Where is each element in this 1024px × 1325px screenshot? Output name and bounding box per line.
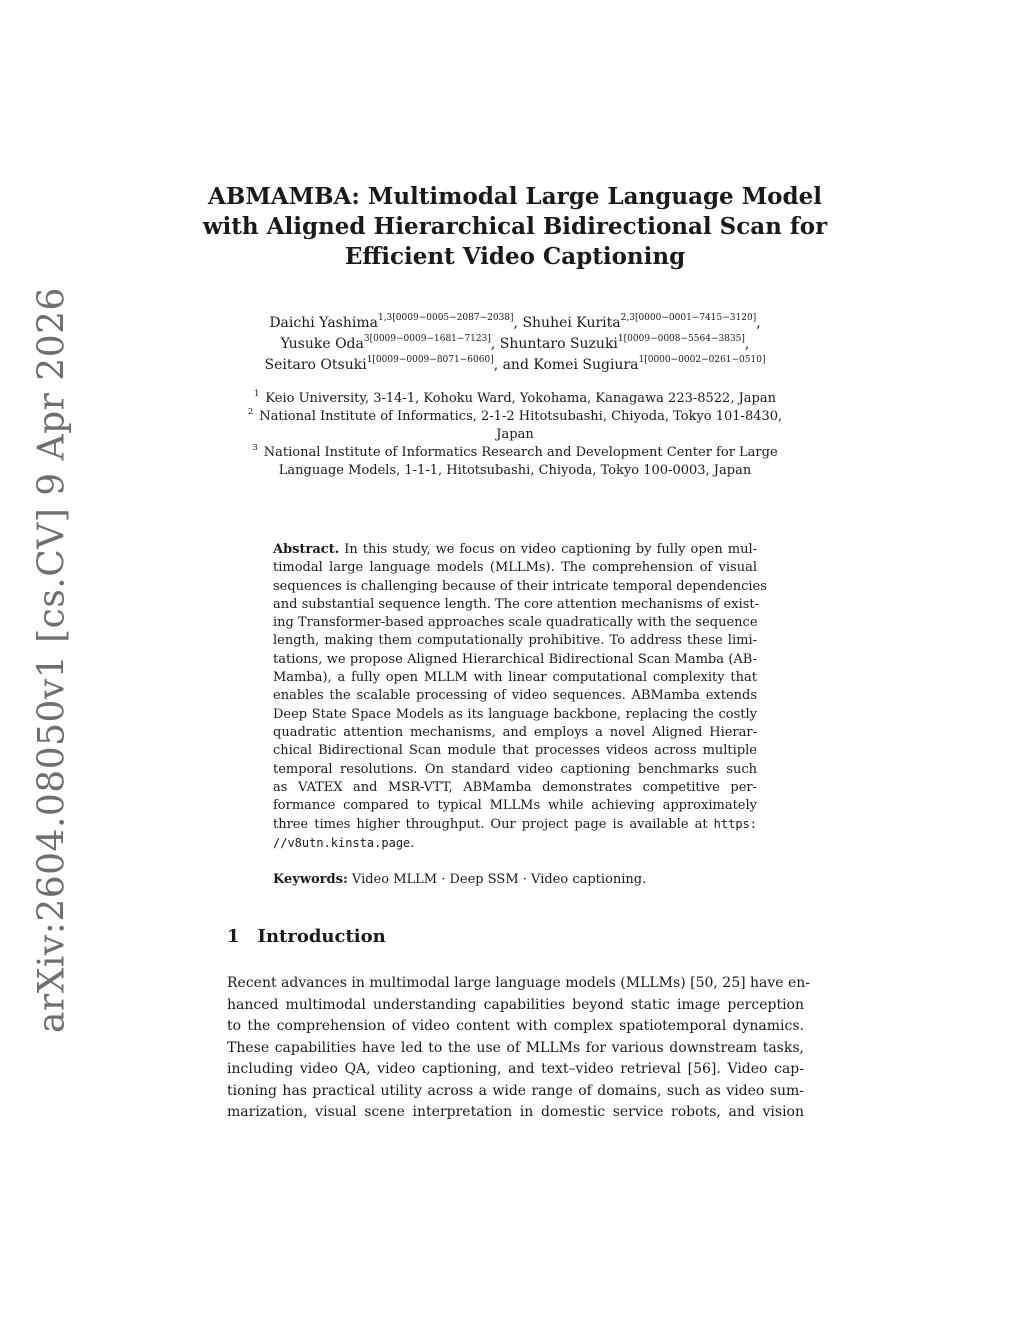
abstract-line: ing Transformer-based approaches scale quadratically with the sequence — [273, 615, 758, 631]
body-line: tioning has practical utility across a wide range of domains, such as video sum- — [227, 1082, 804, 1099]
affiliation-list — [220, 390, 810, 480]
affiliation-continuation: Japan — [496, 427, 534, 442]
author-name: Daichi Yashima — [269, 315, 378, 331]
section-number: 1 — [227, 926, 240, 947]
project-url-link[interactable]: https: — [713, 817, 757, 832]
paper-title — [200, 182, 830, 272]
body-line: hanced multimodal understanding capabilities beyond static image perception — [227, 996, 804, 1013]
section-heading — [227, 926, 386, 947]
affiliation-number: 2 — [247, 407, 254, 417]
affiliation-item — [220, 390, 810, 408]
affiliation-text: National Institute of Informatics Research and Development Center for Large — [263, 445, 778, 460]
author-affiliation-orcid: 3[0009−0009−1681−7123] — [363, 334, 491, 344]
body-line: including video QA, video captioning, and text–video retrieval [56]. Video cap- — [227, 1061, 804, 1077]
affiliation-continuation: Language Models, 1-1-1, Hitotsubashi, Chiyoda, Tokyo 100-0003, Japan — [278, 463, 752, 478]
author-separator: , and — [493, 357, 534, 373]
abstract-line: Mamba), a fully open MLLM with linear computational complexity that — [273, 670, 757, 686]
author-list — [200, 313, 830, 376]
abstract-text: In this study, we focus on video captioning by fully open mul- — [344, 542, 757, 557]
abstract-line: Deep State Space Models as its language backbone, replacing the costly — [273, 706, 757, 722]
author-name: Shuhei Kurita — [522, 315, 621, 331]
abstract-line — [273, 834, 757, 852]
keywords — [273, 871, 757, 889]
author-affiliation-orcid: 1[0000−0002−0261−0510] — [638, 355, 766, 365]
abstract-line: as VATEX and MSR-VTT, ABMamba demonstrates competitive per- — [273, 779, 757, 795]
section-title: Introduction — [257, 926, 386, 947]
affiliation-text: National Institute of Informatics, 2-1-2 Hitotsubashi, Chiyoda, Tokyo 101-8430, — [259, 409, 783, 424]
title-line: Efficient Video Captioning — [344, 243, 686, 270]
body-line: Recent advances in multimodal large language models (MLLMs) [50, 25] have en- — [227, 975, 811, 991]
body-line: These capabilities have led to the use of MLLMs for various downstream tasks, — [227, 1039, 804, 1056]
author-separator: , — [490, 336, 500, 352]
author-affiliation-orcid: 1,3[0009−0005−2087−2038] — [377, 313, 514, 323]
abstract-label: Abstract. — [273, 542, 340, 557]
affiliation-item — [220, 444, 810, 462]
affiliation-number: 1 — [253, 389, 260, 399]
affiliation-number: 3 — [252, 443, 258, 453]
arxiv-identifier-stamp[interactable]: arXiv:2604.08050v1 [cs.CV] 9 Apr 2026 — [31, 287, 73, 1033]
abstract-text: three times higher throughput. Our project page is available at — [273, 817, 708, 833]
abstract-line: temporal resolutions. On standard video captioning benchmarks such — [273, 761, 757, 777]
author-separator: , — [756, 315, 761, 331]
author-affiliation-orcid: 1[0009−0009−8071−6060] — [366, 355, 494, 365]
title-line: ABMAMBA: Multimodal Large Language Model — [208, 183, 822, 210]
abstract-line: tations, we propose Aligned Hierarchical Bidirectional Scan Mamba (AB- — [273, 651, 757, 667]
abstract-line: chical Bidirectional Scan module that processes videos across multiple — [273, 743, 757, 759]
introduction-paragraph — [227, 973, 811, 1124]
author-name: Yusuke Oda — [280, 336, 364, 352]
author-line — [200, 334, 830, 355]
abstract-end-punct: . — [410, 835, 415, 851]
author-affiliation-orcid: 1[0009−0008−5564−3835] — [617, 334, 745, 344]
author-line — [200, 355, 830, 376]
abstract-line: length, making them computationally prohibitive. To address these limi- — [273, 633, 757, 649]
abstract-line: and substantial sequence length. The core attention mechanisms of exist- — [273, 596, 760, 612]
title-line: with Aligned Hierarchical Bidirectional Scan for — [202, 213, 828, 240]
abstract-line: sequences is challenging because of their intricate temporal dependencies — [273, 578, 767, 594]
author-name: Komei Sugiura — [533, 357, 639, 373]
abstract-line — [273, 541, 757, 559]
author-separator: , — [744, 336, 750, 352]
author-name: Seitaro Otsuki — [264, 357, 367, 373]
affiliation-item — [220, 408, 810, 426]
keywords-text: Video MLLM · Deep SSM · Video captioning. — [351, 872, 647, 887]
author-separator: , — [513, 315, 523, 331]
author-affiliation-orcid: 2,3[0000−0001−7415−3120] — [620, 313, 757, 323]
abstract — [273, 541, 767, 852]
author-line — [200, 313, 830, 334]
affiliation-text: Keio University, 3-14-1, Kohoku Ward, Yokohama, Kanagawa 223-8522, Japan — [265, 391, 777, 406]
abstract-line: quadratic attention mechanisms, and employs a novel Aligned Hierar- — [273, 724, 757, 740]
abstract-line: formance compared to typical MLLMs while achieving approximately — [273, 798, 757, 814]
project-url-link[interactable]: //v8utn.kinsta.page — [273, 835, 411, 850]
abstract-line: timodal large language models (MLLMs). The comprehension of visual — [273, 560, 757, 576]
body-line: marization, visual scene interpretation in domestic service robots, and vision — [227, 1104, 804, 1120]
keywords-label: Keywords: — [273, 872, 348, 887]
abstract-line: enables the scalable processing of video sequences. ABMamba extends — [273, 688, 757, 704]
body-line: to the comprehension of video content with complex spatiotemporal dynamics. — [227, 1018, 804, 1034]
abstract-line — [273, 815, 757, 833]
author-name: Shuntaro Suzuki — [499, 336, 618, 352]
